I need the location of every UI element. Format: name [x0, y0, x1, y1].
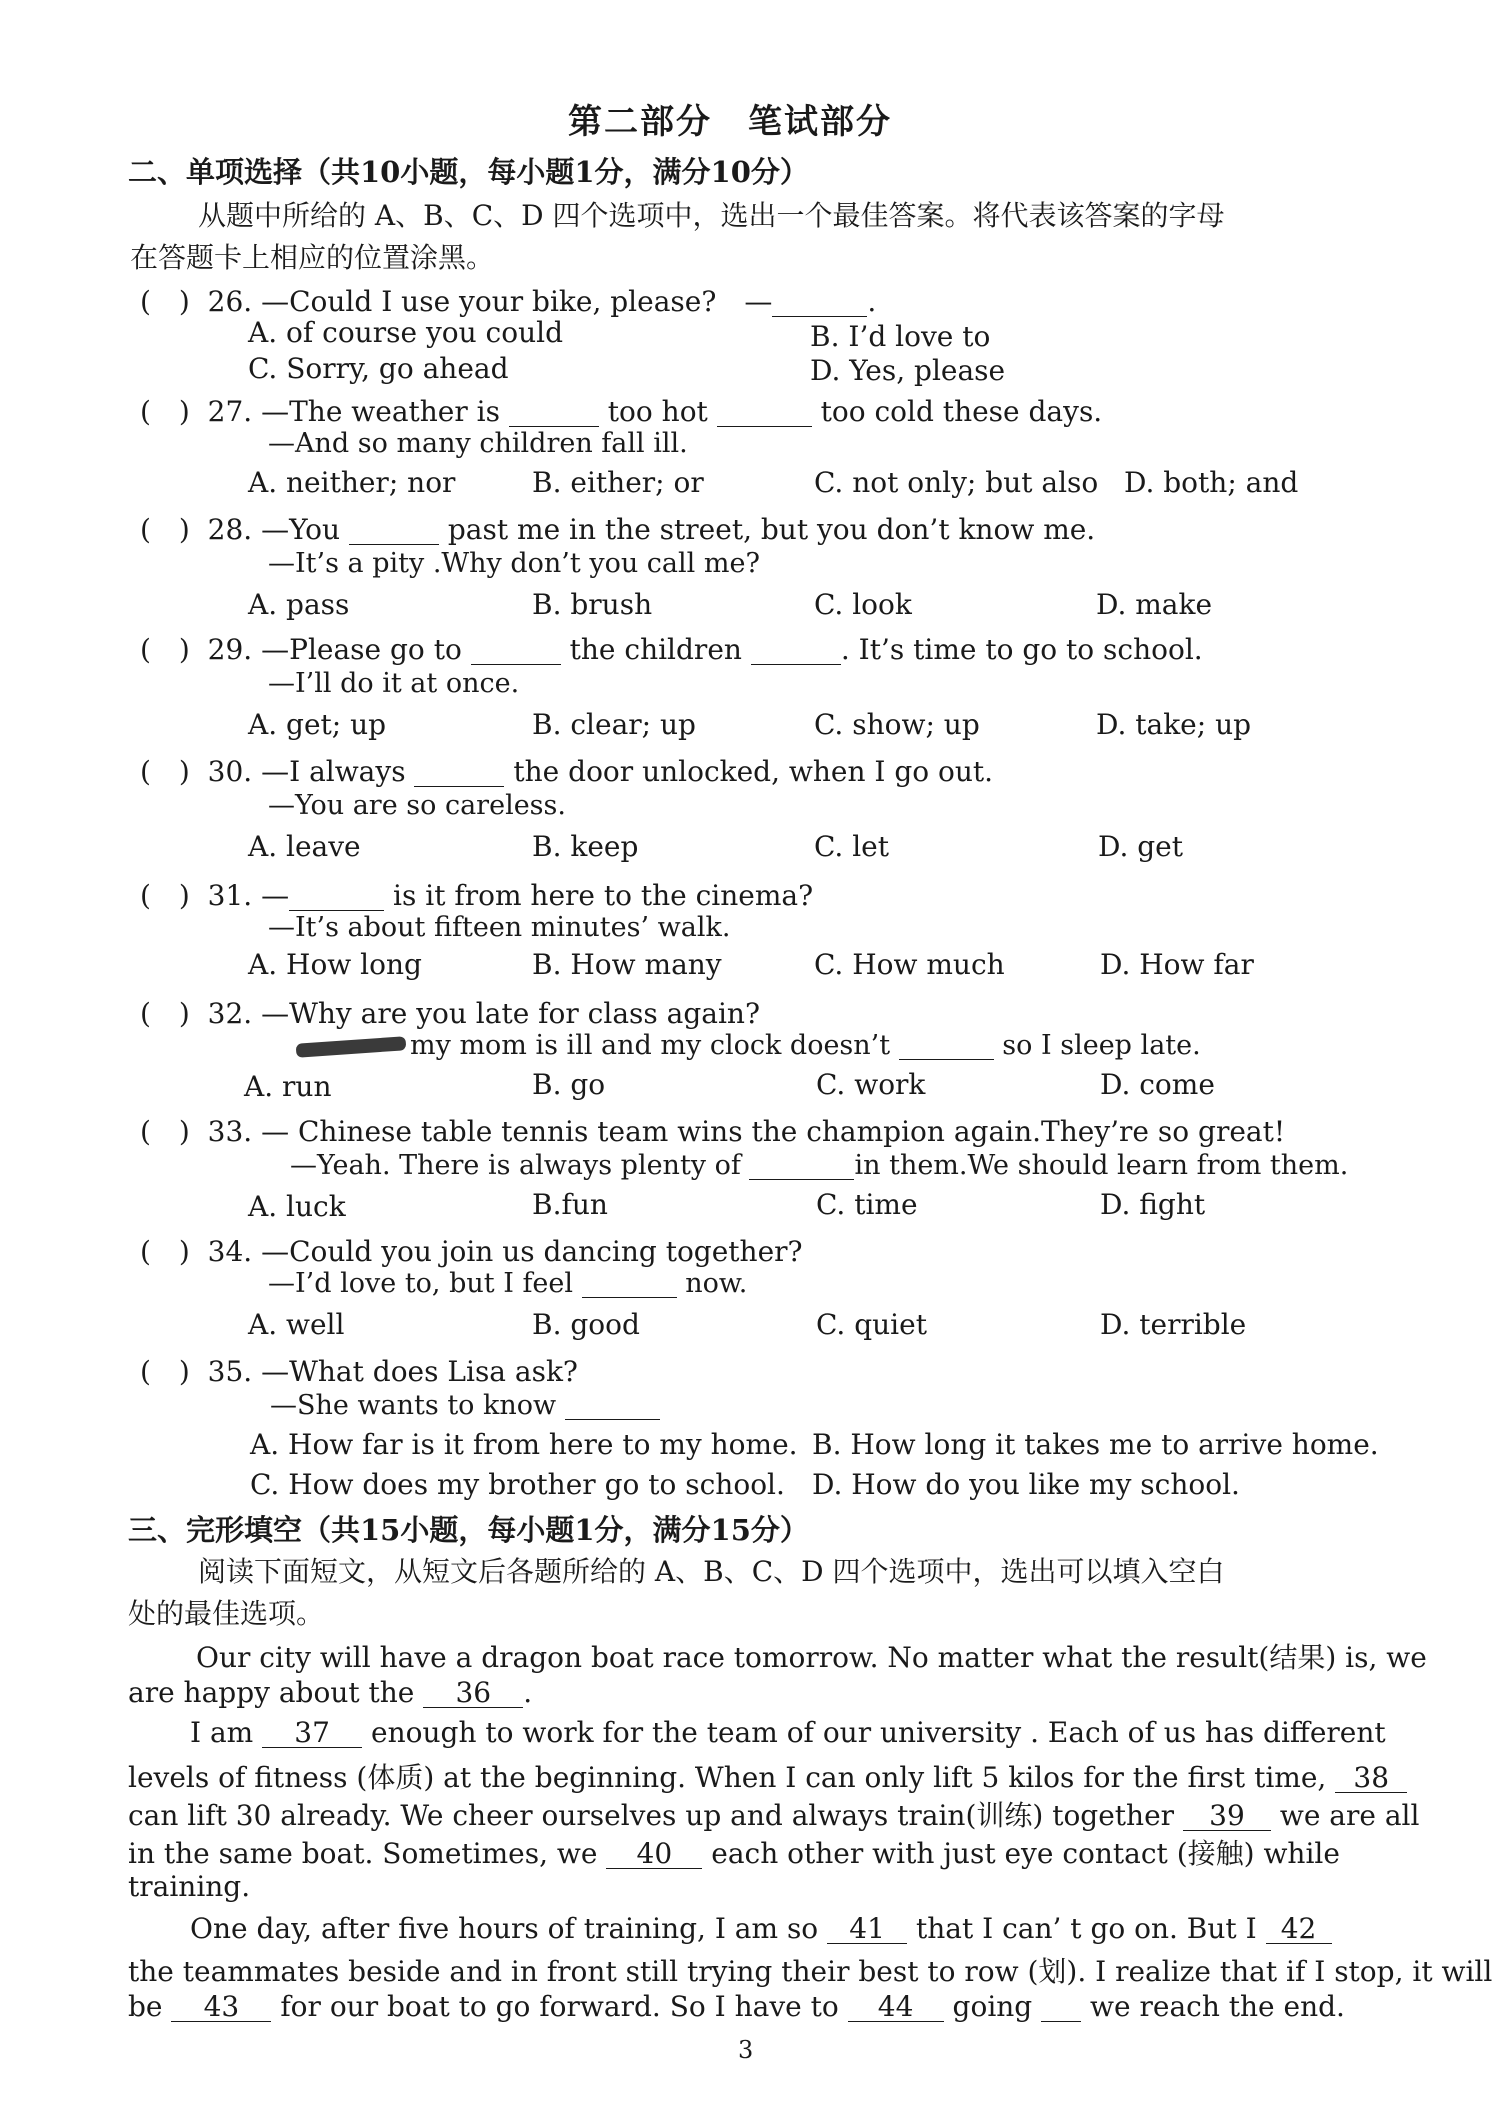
question-text: —You	[261, 513, 341, 546]
passage-text: I am	[190, 1716, 254, 1749]
answer-paren: ( )	[140, 1355, 190, 1388]
passage-line: Our city will have a dragon boat race tomorrow. No matter what the result(结果) is, we	[196, 1641, 1427, 1674]
question-text: —	[261, 879, 290, 912]
q30-option-d: D. get	[1098, 830, 1183, 863]
answer-blank	[751, 636, 841, 665]
q32-option-a: A. run	[244, 1070, 332, 1103]
q27-option-d: D. both; and	[1124, 466, 1299, 499]
blank-number: 44	[877, 1990, 914, 2023]
q27-option-b: B. either; or	[532, 466, 704, 499]
q27-option-a: A. neither; nor	[248, 466, 456, 499]
q35-option-c: C. How does my brother go to school.	[250, 1468, 785, 1501]
passage-text: can lift 30 already. We cheer ourselves up and always train(训练) together	[128, 1799, 1175, 1832]
cloze-blank-41	[827, 1912, 907, 1945]
question-27-stem	[140, 390, 1102, 430]
question-text: —The weather is	[261, 395, 500, 428]
question-33-stem	[140, 1110, 1285, 1150]
q30-option-c: C. let	[814, 830, 890, 863]
question-text: — Chinese table tennis team wins the champion again.They’re so great!	[261, 1115, 1286, 1148]
question-number: 26.	[207, 285, 253, 318]
question-31-stem	[140, 874, 813, 914]
q26-option-d: D. Yes, please	[810, 354, 1006, 387]
cloze-blank-37	[262, 1716, 362, 1749]
cloze-blank-36	[423, 1676, 523, 1709]
q27-option-c: C. not only; but also	[814, 466, 1099, 499]
q32-option-b: B. go	[532, 1068, 606, 1101]
passage-text: going	[952, 1990, 1033, 2023]
q32-option-d: D. come	[1100, 1068, 1215, 1101]
question-text: is it from here to the cinema?	[393, 879, 814, 912]
q35-reply	[270, 1390, 660, 1421]
question-text: the children	[569, 633, 742, 666]
question-text: too hot	[607, 395, 708, 428]
section-2-instruction-line1: 从题中所给的 A、B、C、D 四个选项中，选出一个最佳答案。将代表该答案的字母	[198, 199, 1225, 232]
passage-text: we are all	[1279, 1799, 1420, 1832]
q34-option-a: A. well	[248, 1308, 345, 1341]
cloze-blank-39	[1183, 1799, 1271, 1832]
question-text: past me in the street, but you don’t know me.	[447, 513, 1096, 546]
page-number: 3	[738, 2036, 754, 2064]
question-text: too cold these days.	[820, 395, 1103, 428]
passage-text: One day, after five hours of training, I am so	[190, 1912, 819, 1945]
question-text: —Please go to	[261, 633, 462, 666]
answer-blank	[471, 636, 561, 665]
answer-blank	[565, 1392, 660, 1420]
answer-blank	[772, 288, 867, 317]
section-3-heading: 三、完形填空（共15小题，每小题1分，满分15分）	[128, 1513, 809, 1547]
answer-blank	[289, 882, 384, 911]
cloze-blank-42	[1266, 1912, 1332, 1945]
q29-option-c: C. show; up	[814, 708, 980, 741]
q30-option-b: B. keep	[532, 830, 639, 863]
question-number: 34.	[207, 1235, 253, 1268]
question-text: —Why are you late for class again?	[261, 997, 760, 1030]
blank-number: 43	[203, 1990, 240, 2023]
q35-option-a: A. How far is it from here to my home.	[250, 1428, 798, 1461]
question-text: —Could I use your bike, please? —	[261, 285, 773, 318]
blank-number: 36	[455, 1676, 492, 1709]
question-number: 33.	[207, 1115, 253, 1148]
q30-reply: —You are so careless.	[268, 790, 566, 821]
passage-text: that I can’ t go on. But I	[915, 1912, 1257, 1945]
question-32-stem	[140, 992, 760, 1032]
answer-paren: ( )	[140, 755, 190, 788]
q27-reply: —And so many children fall ill.	[268, 428, 688, 459]
question-34-stem	[140, 1230, 803, 1270]
q33-option-d: D. fight	[1100, 1188, 1206, 1221]
blank-number: 41	[849, 1912, 885, 1945]
answer-blank	[899, 1032, 994, 1060]
answer-blank	[349, 516, 439, 545]
answer-paren: ( )	[140, 1115, 190, 1148]
passage-text: are happy about the	[128, 1676, 415, 1709]
q28-option-d: D. make	[1096, 588, 1213, 621]
q31-option-b: B. How many	[532, 948, 722, 981]
q35-option-d: D. How do you like my school.	[812, 1468, 1240, 1501]
q32-option-c: C. work	[816, 1068, 926, 1101]
blank-number: 39	[1209, 1799, 1245, 1832]
passage-text: in the same boat. Sometimes, we	[128, 1837, 598, 1870]
reply-text: —Yeah. There is always plenty of	[290, 1150, 741, 1181]
passage-line	[128, 1990, 1345, 2023]
q34-reply	[268, 1268, 747, 1299]
section-2-instruction-line2: 在答题卡上相应的位置涂黑。	[130, 241, 495, 274]
passage-line	[128, 1794, 1419, 1834]
q29-option-b: B. clear; up	[532, 708, 696, 741]
blank-number: 38	[1353, 1761, 1390, 1794]
passage-text: levels of fitness (体质) at the beginning. When I can only lift 5 kilos for the first time,	[128, 1761, 1327, 1794]
q31-option-a: A. How long	[248, 948, 422, 981]
cloze-blank-44	[848, 1990, 944, 2023]
q34-option-c: C. quiet	[816, 1308, 927, 1341]
blank-number: 37	[294, 1716, 330, 1749]
question-text: —I always	[261, 755, 406, 788]
cloze-blank-38	[1335, 1761, 1407, 1794]
passage-text: enough to work for the team of our university . Each of us has different	[371, 1716, 1386, 1749]
question-text: —What does Lisa ask?	[261, 1355, 578, 1388]
q29-reply: —I’ll do it at once.	[268, 668, 520, 699]
passage-line	[128, 1676, 532, 1709]
answer-blank	[582, 1270, 677, 1298]
q33-option-c: C. time	[816, 1188, 918, 1221]
answer-paren: ( )	[140, 285, 190, 318]
q32-reply	[296, 1030, 1201, 1061]
page-title: 第二部分 笔试部分	[568, 102, 892, 142]
q26-option-b: B. I’d love to	[810, 320, 991, 353]
q33-option-b: B.fun	[532, 1188, 608, 1221]
q28-reply: —It’s a pity .Why don’t you call me?	[268, 548, 760, 579]
reply-text: now.	[685, 1268, 748, 1299]
q29-option-a: A. get; up	[248, 708, 387, 741]
answer-paren: ( )	[140, 395, 190, 428]
passage-line	[128, 1832, 1340, 1872]
passage-text: .	[523, 1676, 533, 1709]
blank-number: 40	[636, 1837, 673, 1870]
q29-option-d: D. take; up	[1096, 708, 1252, 741]
question-28-stem	[140, 508, 1095, 548]
question-number: 27.	[207, 395, 253, 428]
reply-text: so I sleep late.	[1002, 1030, 1201, 1061]
q33-option-a: A. luck	[248, 1190, 346, 1223]
q35-option-b: B. How long it takes me to arrive home.	[812, 1428, 1379, 1461]
q34-option-d: D. terrible	[1100, 1308, 1247, 1341]
blank-number: 42	[1280, 1912, 1317, 1945]
question-number: 28.	[207, 513, 253, 546]
answer-paren: ( )	[140, 1235, 190, 1268]
q28-option-c: C. look	[814, 588, 912, 621]
question-number: 30.	[207, 755, 253, 788]
passage-line: training.	[128, 1870, 251, 1903]
question-30-stem	[140, 750, 993, 790]
question-text: the door unlocked, when I go out.	[513, 755, 994, 788]
cloze-blank-45	[1041, 1993, 1081, 2022]
question-number: 29.	[207, 633, 253, 666]
answer-paren: ( )	[140, 997, 190, 1030]
section-3-instruction-line1: 阅读下面短文，从短文后各题所给的 A、B、C、D 四个选项中，选出可以填入空白	[198, 1555, 1225, 1588]
cloze-blank-43	[171, 1990, 271, 2023]
answer-paren: ( )	[140, 879, 190, 912]
reply-text: in them.We should learn from them.	[854, 1150, 1349, 1181]
q33-reply	[290, 1150, 1348, 1181]
passage-text: be	[128, 1990, 163, 2023]
question-text: . It’s time to go to school.	[840, 633, 1203, 666]
q26-option-c: C. Sorry, go ahead	[248, 352, 509, 385]
q31-option-c: C. How much	[814, 948, 1005, 981]
reply-text: —She wants to know	[270, 1390, 557, 1421]
q31-option-d: D. How far	[1100, 948, 1254, 981]
answer-blank	[717, 398, 812, 427]
question-26-stem	[140, 280, 876, 320]
answer-paren: ( )	[140, 633, 190, 666]
crossed-out-text	[296, 1036, 407, 1058]
section-2-heading: 二、单项选择（共10小题，每小题1分，满分10分）	[128, 155, 809, 189]
q31-reply: —It’s about fifteen minutes’ walk.	[268, 912, 731, 943]
question-number: 35.	[207, 1355, 253, 1388]
passage-text: we reach the end.	[1090, 1990, 1345, 2023]
passage-line	[190, 1716, 1386, 1749]
question-text: —Could you join us dancing together?	[261, 1235, 803, 1268]
question-number: 32.	[207, 997, 253, 1030]
passage-line	[128, 1756, 1407, 1796]
q28-option-b: B. brush	[532, 588, 653, 621]
reply-text: —I’d love to, but I feel	[268, 1268, 574, 1299]
passage-line: the teammates beside and in front still trying their best to row (划). I realize that if I stop, it will	[128, 1955, 1492, 1988]
q30-option-a: A. leave	[248, 830, 361, 863]
answer-paren: ( )	[140, 513, 190, 546]
q26-option-a: A. of course you could	[248, 316, 563, 349]
answer-blank	[749, 1152, 854, 1180]
passage-line	[190, 1912, 1332, 1945]
passage-text: for our boat to go forward. So I have to	[280, 1990, 839, 2023]
question-text-end: .	[867, 285, 877, 318]
q28-option-a: A. pass	[248, 588, 350, 621]
question-29-stem	[140, 628, 1203, 668]
passage-text: each other with just eye contact (接触) while	[711, 1837, 1340, 1870]
answer-blank	[414, 758, 504, 787]
cloze-blank-40	[606, 1837, 702, 1870]
answer-blank	[509, 398, 599, 427]
q34-option-b: B. good	[532, 1308, 640, 1341]
reply-text: my mom is ill and my clock doesn’t	[410, 1030, 891, 1061]
question-number: 31.	[207, 879, 253, 912]
question-35-stem	[140, 1350, 578, 1390]
section-3-instruction-line2: 处的最佳选项。	[128, 1597, 325, 1630]
